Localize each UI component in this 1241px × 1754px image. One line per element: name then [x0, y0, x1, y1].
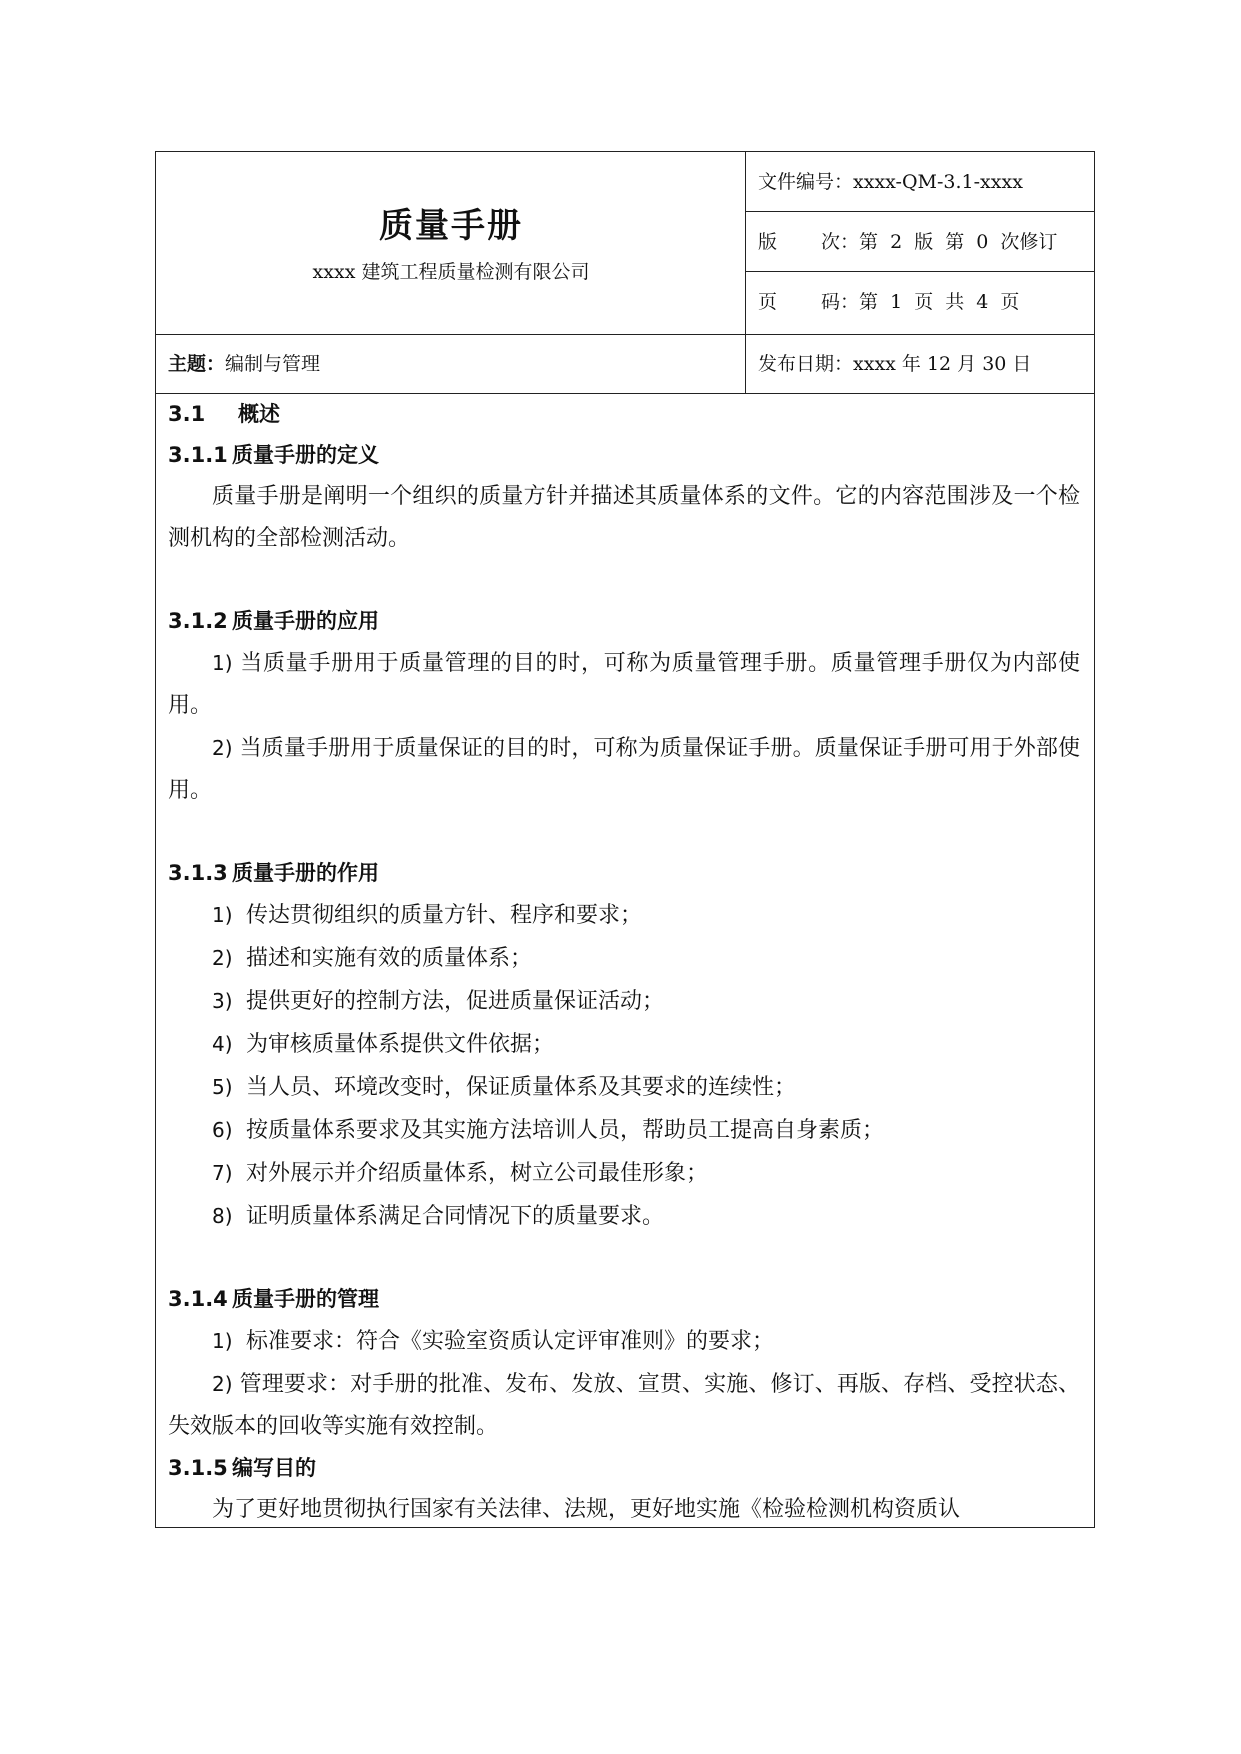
subject-row	[156, 334, 1094, 394]
document-body	[168, 394, 1080, 1531]
list-item: 7) 对外展示并介绍质量体系，树立公司最佳形象；	[212, 1161, 709, 1186]
edition-label: 版 次：	[758, 231, 860, 253]
list-item: 2) 描述和实施有效的质量体系；	[212, 946, 533, 971]
list-item: 3) 提供更好的控制方法，促进质量保证活动；	[212, 989, 665, 1014]
release-date-value: xxxx 年 12 月 30 日	[853, 353, 1032, 375]
list-paragraph: 2) 管理要求：对手册的批准、发布、发放、宣贯、实施、修订、再版、存档、受控状态、失效版本的回收等实施有效控制。	[168, 1372, 1080, 1439]
list-item: 5) 当人员、环境改变时，保证质量体系及其要求的连续性；	[212, 1075, 797, 1100]
release-date-label: 发布日期：	[758, 353, 854, 375]
paragraph: 质量手册是阐明一个组织的质量方针并描述其质量体系的文件。它的内容范围涉及一个检测机构的全部检测活动。	[168, 484, 1080, 551]
release-date-cell	[746, 335, 1094, 393]
header-title-cell	[156, 152, 746, 334]
doc-number-cell	[746, 152, 1094, 212]
edition-value: 第 2 版 第 0 次修订	[859, 231, 1058, 253]
subject-value: 编制与管理	[225, 353, 321, 375]
section-heading: 3.1.1 质量手册的定义	[168, 443, 379, 467]
document-frame	[155, 151, 1095, 1528]
list-paragraph: 2) 当质量手册用于质量保证的目的时，可称为质量保证手册。质量保证手册可用于外部使用。	[168, 736, 1080, 803]
section-heading: 3.1.3 质量手册的作用	[168, 861, 379, 885]
paragraph: 为了更好地贯彻执行国家有关法律、法规，更好地实施《检验检测机构资质认	[212, 1497, 961, 1522]
subject-cell	[156, 335, 746, 393]
page-label: 页 码：	[758, 291, 860, 313]
page-cell	[746, 272, 1094, 332]
company-name: xxxx 建筑工程质量检测有限公司	[312, 261, 590, 283]
subject-label: 主题：	[168, 353, 226, 375]
list-item: 8) 证明质量体系满足合同情况下的质量要求。	[212, 1204, 665, 1229]
document-title: 质量手册	[379, 206, 523, 246]
doc-number-label: 文件编号：	[758, 171, 854, 193]
list-paragraph: 1) 当质量手册用于质量管理的目的时，可称为质量管理手册。质量管理手册仅为内部使用。	[168, 651, 1080, 718]
section-heading: 3.1 概述	[168, 402, 280, 426]
section-heading: 3.1.5 编写目的	[168, 1456, 316, 1480]
list-item: 6) 按质量体系要求及其实施方法培训人员，帮助员工提高自身素质；	[212, 1118, 885, 1143]
edition-cell	[746, 212, 1094, 272]
list-item: 1) 传达贯彻组织的质量方针、程序和要求；	[212, 903, 643, 928]
list-item: 4) 为审核质量体系提供文件依据；	[212, 1032, 555, 1057]
section-heading: 3.1.2 质量手册的应用	[168, 609, 379, 633]
doc-number-value: xxxx-QM-3.1-xxxx	[853, 171, 1023, 193]
page-value: 第 1 页 共 4 页	[859, 291, 1020, 313]
section-heading: 3.1.4 质量手册的管理	[168, 1287, 379, 1311]
list-item: 1) 标准要求：符合《实验室资质认定评审准则》的要求；	[212, 1329, 775, 1354]
